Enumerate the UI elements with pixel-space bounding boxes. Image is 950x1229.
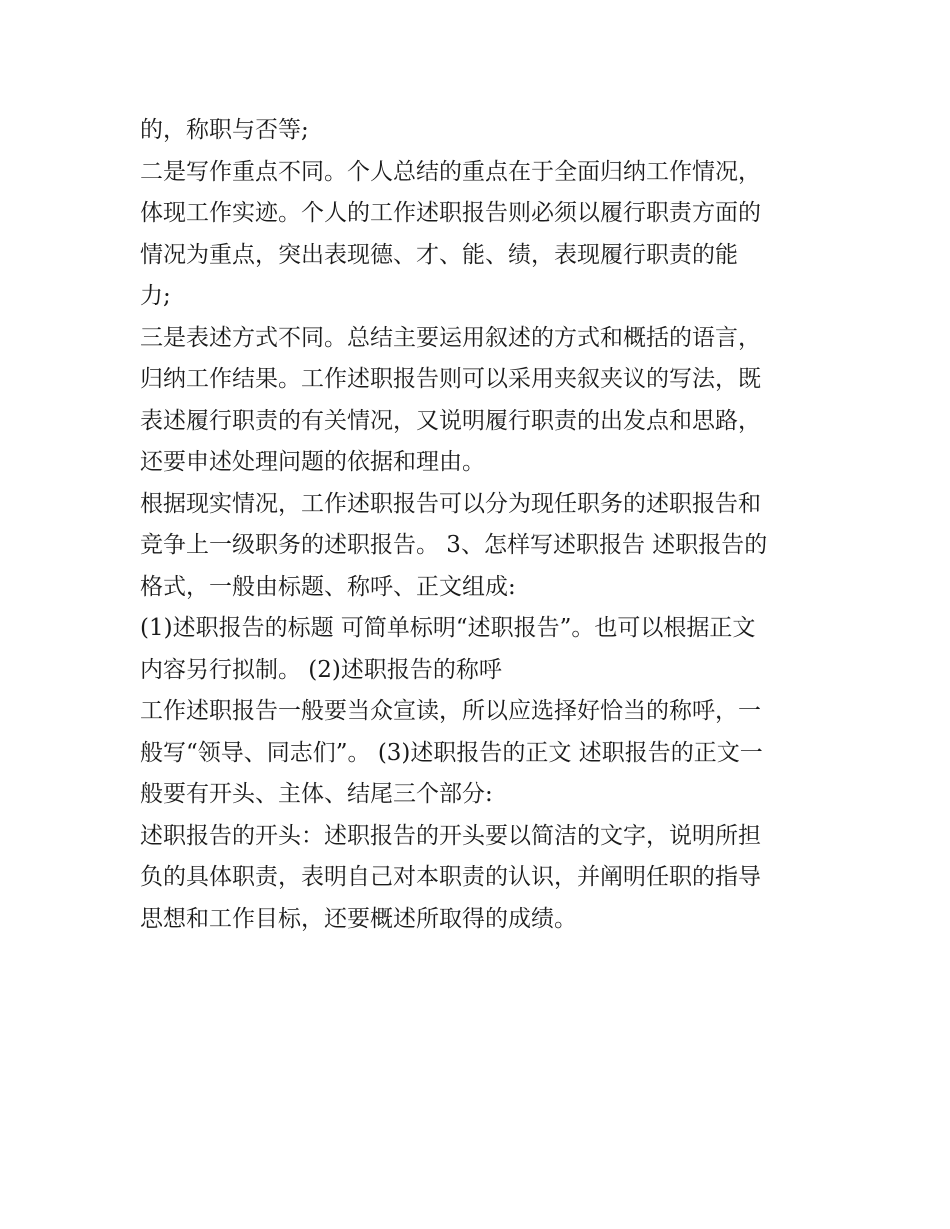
text-line: 内容另行拟制。 (2)述职报告的称呼 bbox=[140, 656, 502, 683]
text-line: 还要申述处理问题的依据和理由。 bbox=[140, 449, 485, 475]
text-line: 归纳工作结果。工作述职报告则可以采用夹叙夹议的写法，既 bbox=[140, 366, 761, 392]
text-line: 思想和工作目标，还要概述所取得的成绩。 bbox=[140, 905, 577, 932]
text-line: 述职报告的开头：述职报告的开头要以简洁的文字，说明所担 bbox=[140, 822, 761, 849]
text-line: 工作述职报告一般要当众宣读，所以应选择好恰当的称呼，一 bbox=[140, 698, 761, 724]
text-line: 般要有开头、主体、结尾三个部分: bbox=[140, 781, 493, 807]
text-line: 体现工作实迹。个人的工作述职报告则必须以履行职责方面的 bbox=[140, 200, 761, 226]
text-line: 力; bbox=[140, 283, 171, 309]
text-line: 的，称职与否等; bbox=[140, 117, 309, 143]
text-line: 根据现实情况，工作述职报告可以分为现任职务的述职报告和 bbox=[140, 490, 761, 517]
text-line: 情况为重点，突出表现德、才、能、绩，表现履行职责的能 bbox=[140, 241, 738, 268]
text-line: 表述履行职责的有关情况，又说明履行职责的出发点和思路， bbox=[140, 407, 761, 434]
text-line: 般写“领导、同志们”。 (3)述职报告的正文 述职报告的正文一 bbox=[140, 739, 763, 766]
text-line: 二是写作重点不同。个人总结的重点在于全面归纳工作情况， bbox=[140, 158, 761, 185]
text-line: 竞争上一级职务的述职报告。 3、怎样写述职报告 述职报告的 bbox=[140, 532, 768, 558]
text-line: (1)述职报告的标题 可简单标明“述职报告”。也可以根据正文 bbox=[140, 615, 756, 641]
document-body bbox=[140, 110, 812, 940]
text-line: 格式，一般由标题、称呼、正文组成: bbox=[140, 573, 516, 600]
text-line: 负的具体职责，表明自己对本职责的认识，并阐明任职的指导 bbox=[140, 864, 761, 890]
text-line: 三是表述方式不同。总结主要运用叙述的方式和概括的语言， bbox=[140, 324, 761, 351]
